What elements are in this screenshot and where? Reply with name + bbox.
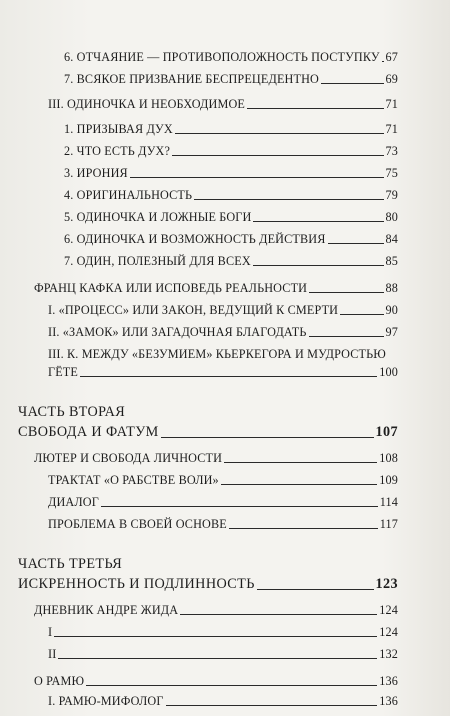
toc-entry xyxy=(34,281,398,295)
toc-entry-page: 124 xyxy=(379,625,398,639)
toc-entry xyxy=(64,254,398,268)
leader-line xyxy=(175,132,384,134)
toc-entry-title: О РАМЮ xyxy=(34,674,85,688)
toc-entry-title: ФРАНЦ КАФКА ИЛИ ИСПОВЕДЬ РЕАЛЬНОСТИ xyxy=(34,281,308,295)
leader-line xyxy=(257,589,374,590)
toc-entry-title: 2. ЧТО ЕСТЬ ДУХ? xyxy=(64,144,171,158)
leader-line xyxy=(309,291,383,293)
leader-line xyxy=(253,220,383,222)
part-heading: ЧАСТЬ ВТОРАЯ xyxy=(18,404,126,420)
toc-entry xyxy=(48,365,398,379)
leader-line xyxy=(224,461,377,463)
toc-entry-page: 124 xyxy=(379,603,398,617)
toc-entry-title: 1. ПРИЗЫВАЯ ДУХ xyxy=(64,122,173,136)
toc-entry-page: 75 xyxy=(385,166,398,180)
leader-line xyxy=(194,198,383,200)
part-title: СВОБОДА И ФАТУМ xyxy=(18,424,159,440)
toc-entry-page: 67 xyxy=(385,50,398,64)
toc-entry-page: 88 xyxy=(385,281,398,295)
toc-entry-title: I. РАМЮ-МИФОЛОГ xyxy=(48,694,164,708)
toc-entry-title: ДНЕВНИК АНДРЕ ЖИДА xyxy=(34,603,179,617)
toc-entry xyxy=(64,144,398,158)
toc-entry xyxy=(48,325,398,339)
toc-entry-page: 132 xyxy=(379,647,398,661)
leader-line xyxy=(221,483,377,485)
toc-entry-page: 69 xyxy=(385,72,398,86)
toc-entry-title: ПРОБЛЕМА В СВОЕЙ ОСНОВЕ xyxy=(48,517,227,531)
leader-line xyxy=(86,684,377,686)
toc-entry-title: 3. ИРОНИЯ xyxy=(64,166,128,180)
toc-entry-page: 79 xyxy=(385,188,398,202)
leader-line xyxy=(309,335,384,337)
leader-line xyxy=(229,527,378,529)
toc-entry-page: 73 xyxy=(385,144,398,158)
leader-line xyxy=(130,176,384,178)
toc-entry xyxy=(64,188,398,202)
toc-entry xyxy=(48,97,398,111)
toc-entry-page: 136 xyxy=(379,694,398,708)
toc-entry-page: 117 xyxy=(379,517,398,531)
toc-entry-title: 4. ОРИГИНАЛЬНОСТЬ xyxy=(64,188,193,202)
toc-entry-page: 71 xyxy=(385,97,398,111)
toc-entry xyxy=(48,694,398,708)
toc-entry-title: 5. ОДИНОЧКА И ЛОЖНЫЕ БОГИ xyxy=(64,210,252,224)
leader-line xyxy=(54,635,377,637)
leader-line xyxy=(58,657,377,659)
toc-entry xyxy=(64,232,398,246)
toc-entry xyxy=(64,122,398,136)
toc-entry-page: 97 xyxy=(385,325,398,339)
toc-entry-title: I xyxy=(48,625,53,639)
toc-entry xyxy=(64,166,398,180)
toc-entry xyxy=(48,303,398,317)
toc-entry-title: ГЁТЕ xyxy=(48,365,78,379)
part-title-row xyxy=(18,576,398,593)
part-heading: ЧАСТЬ ТРЕТЬЯ xyxy=(18,556,123,572)
toc-entry-page: 114 xyxy=(379,495,398,509)
toc-entry xyxy=(34,451,398,465)
toc-entry-title: 7. ОДИН, ПОЛЕЗНЫЙ ДЛЯ ВСЕХ xyxy=(64,254,251,268)
toc-entry-title: 6. ОДИНОЧКА И ВОЗМОЖНОСТЬ ДЕЙСТВИЯ xyxy=(64,232,326,246)
leader-line xyxy=(340,313,383,315)
toc-entry xyxy=(64,72,398,86)
leader-line xyxy=(180,613,377,615)
toc-entry xyxy=(48,625,398,639)
toc-entry-page: 80 xyxy=(385,210,398,224)
leader-line xyxy=(253,264,384,266)
leader-line xyxy=(101,505,378,507)
leader-line xyxy=(321,82,384,84)
toc-entry-title: 7. ВСЯКОЕ ПРИЗВАНИЕ БЕСПРЕЦЕДЕНТНО xyxy=(64,72,319,86)
toc-entry-title: ЛЮТЕР И СВОБОДА ЛИЧНОСТИ xyxy=(34,451,223,465)
toc-entry-page: 136 xyxy=(379,674,398,688)
toc-entry xyxy=(48,517,398,531)
toc-entry-title-line1: III. К. МЕЖДУ «БЕЗУМИЕМ» КЬЕРКЕГОРА И МУДРОСТЬЮ xyxy=(48,347,386,361)
leader-line xyxy=(161,437,374,438)
part-title-row xyxy=(18,424,398,441)
toc-entry xyxy=(48,647,398,661)
toc-entry-page: 71 xyxy=(385,122,398,136)
toc-entry-page: 109 xyxy=(379,473,398,487)
toc-entry-title: ДИАЛОГ xyxy=(48,495,99,509)
part-page: 123 xyxy=(375,576,398,592)
leader-line xyxy=(166,704,378,706)
toc-entry xyxy=(34,603,398,617)
toc-entry xyxy=(48,495,398,509)
toc-entry-page: 100 xyxy=(379,365,398,379)
part-page: 107 xyxy=(375,424,398,440)
toc-entry xyxy=(34,674,398,688)
toc-entry-title: I. «ПРОЦЕСС» ИЛИ ЗАКОН, ВЕДУЩИЙ К СМЕРТИ xyxy=(48,303,339,317)
toc-entry xyxy=(48,473,398,487)
toc-entry xyxy=(64,50,398,64)
toc-entry xyxy=(64,210,398,224)
toc-entry-page: 90 xyxy=(385,303,398,317)
leader-line xyxy=(247,107,384,109)
leader-line xyxy=(328,242,384,244)
toc-entry-title: II xyxy=(48,647,57,661)
leader-line xyxy=(80,375,377,377)
part-title: ИСКРЕННОСТЬ И ПОДЛИННОСТЬ xyxy=(18,576,255,592)
toc-entry-title: 6. ОТЧАЯНИЕ — ПРОТИВОПОЛОЖНОСТЬ ПОСТУПКУ xyxy=(64,50,380,64)
toc-entry-title: III. ОДИНОЧКА И НЕОБХОДИМОЕ xyxy=(48,97,245,111)
leader-line xyxy=(172,154,383,156)
toc-entry-page: 85 xyxy=(385,254,398,268)
toc-entry-page: 108 xyxy=(379,451,398,465)
toc-entry-title: ТРАКТАТ «О РАБСТВЕ ВОЛИ» xyxy=(48,473,219,487)
toc-entry-page: 84 xyxy=(385,232,398,246)
toc-entry-title: II. «ЗАМОК» ИЛИ ЗАГАДОЧНАЯ БЛАГОДАТЬ xyxy=(48,325,307,339)
